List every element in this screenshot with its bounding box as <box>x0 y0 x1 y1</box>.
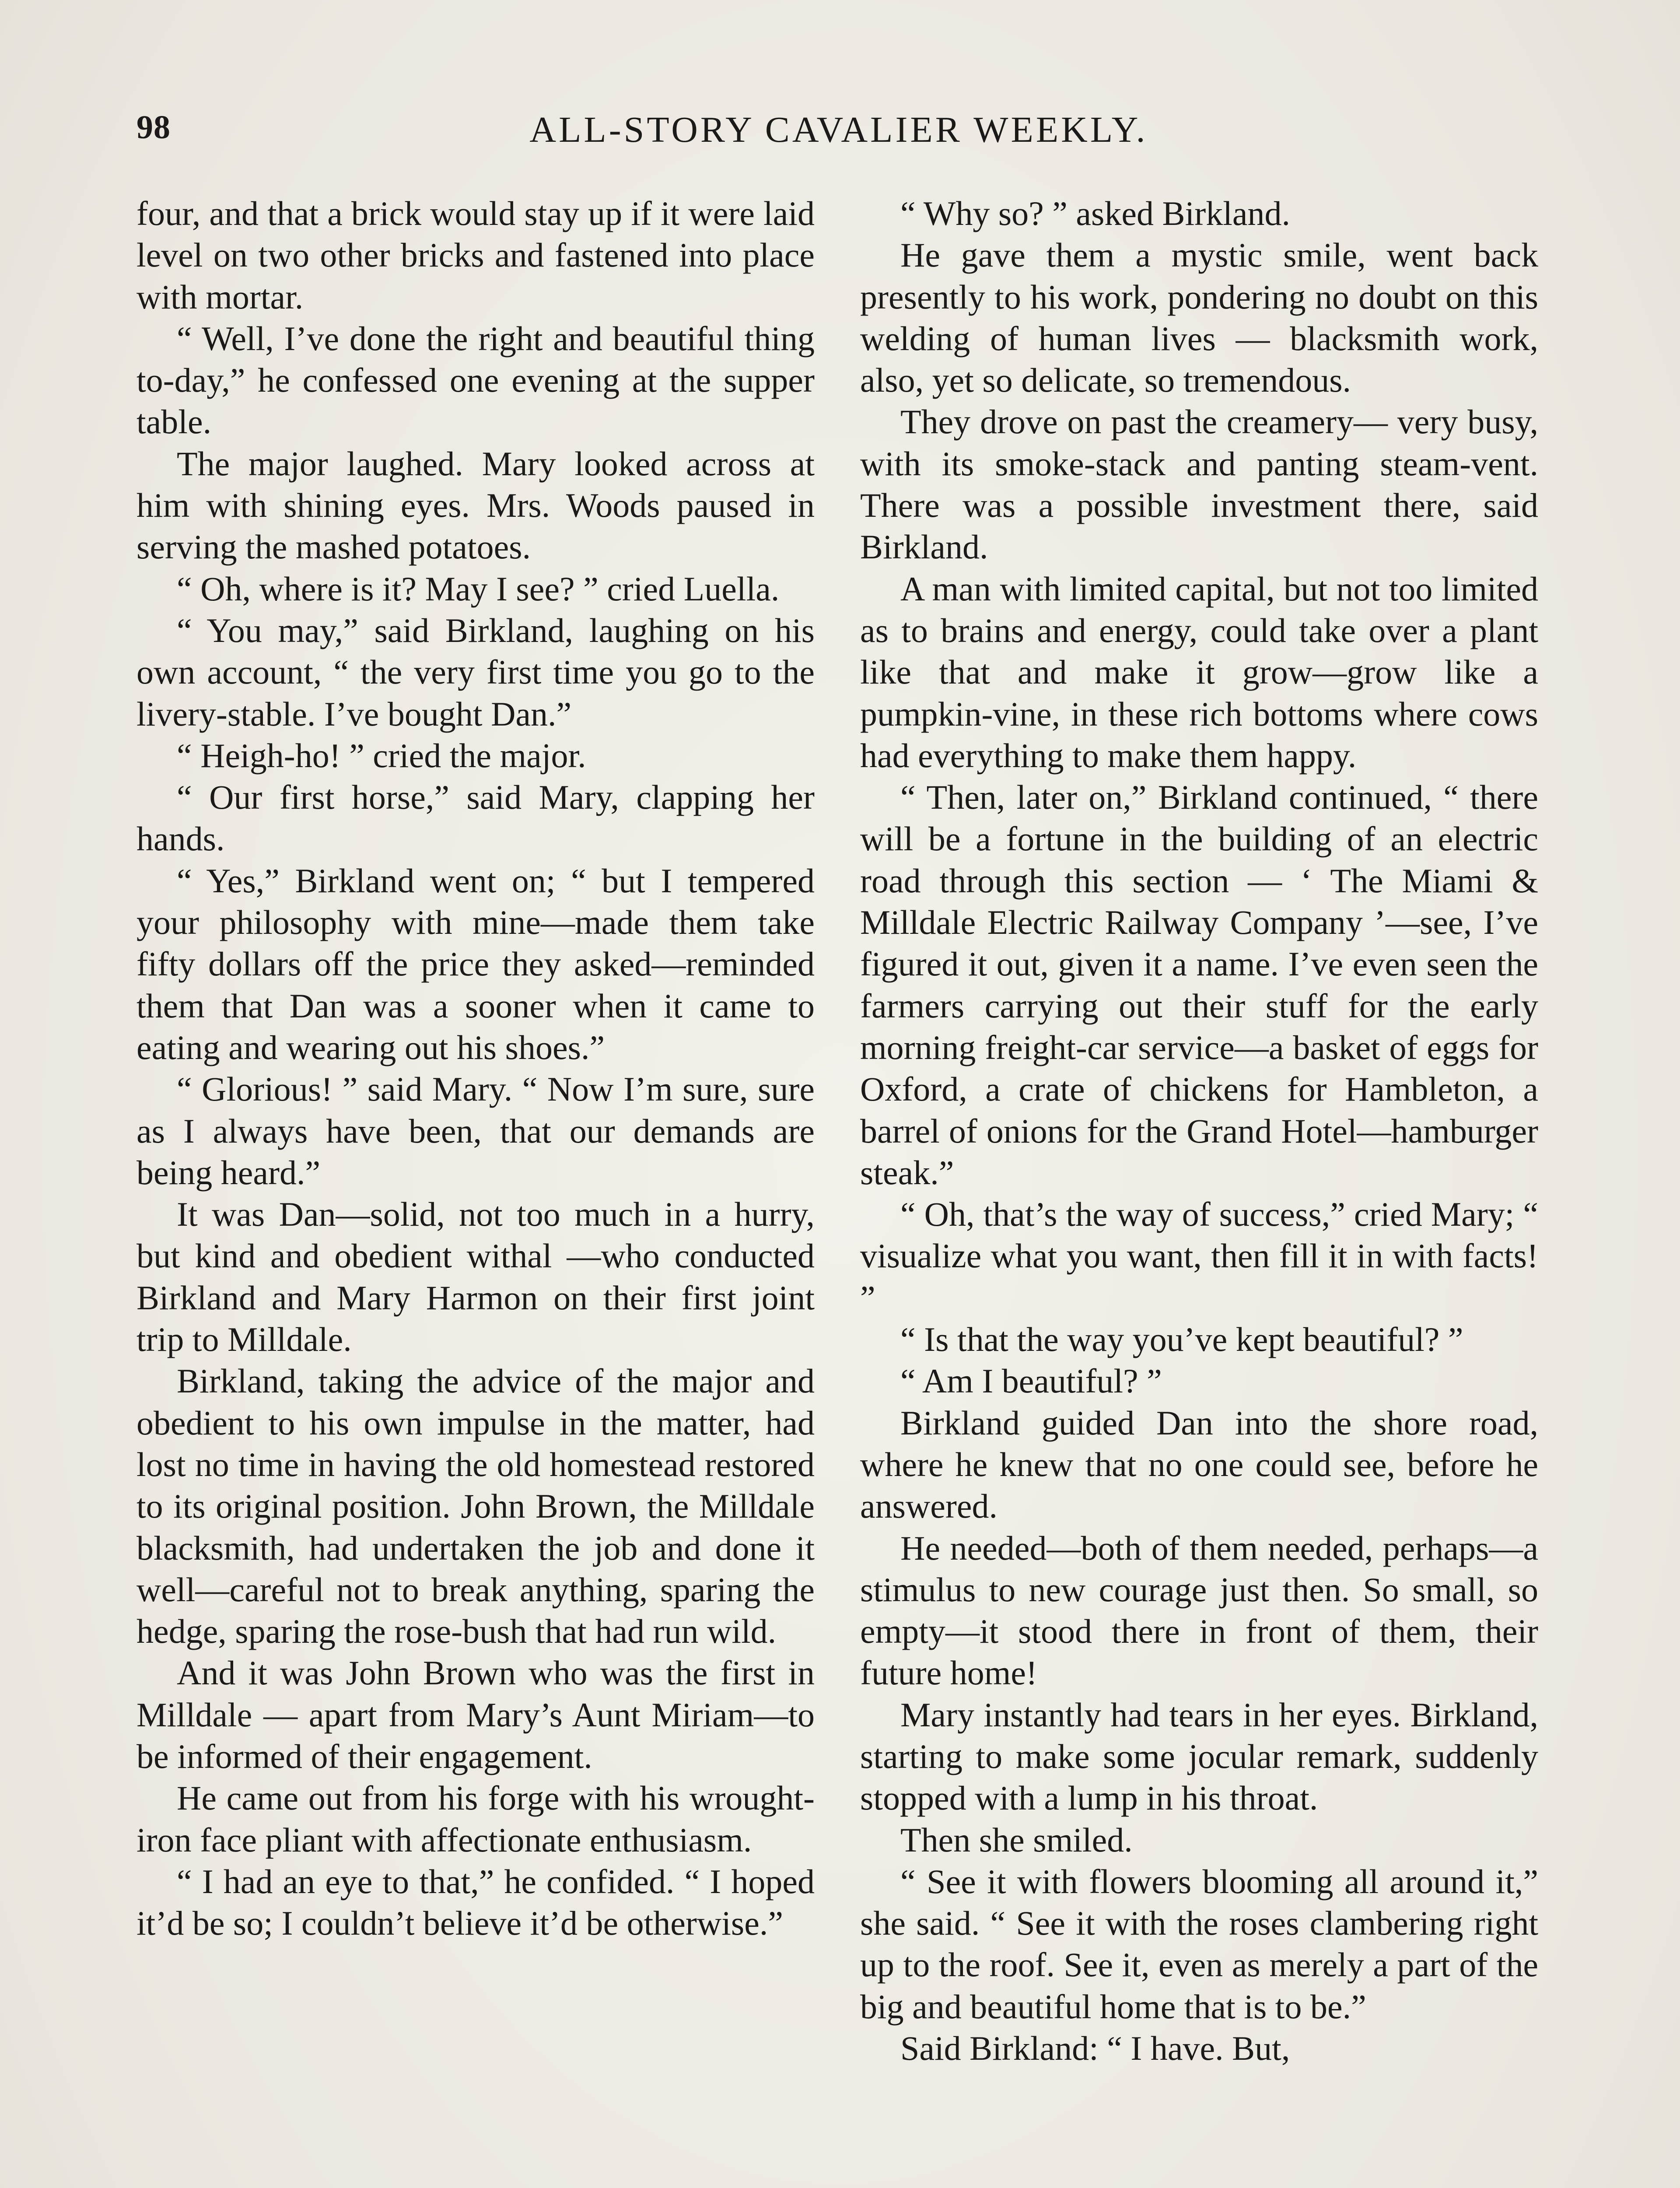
paragraph: “ Is that the way you’ve kept beautiful? ” <box>900 1320 1463 1359</box>
paragraph: Birkland guided Dan into the shore road, where he knew that no one could see, before he answered. <box>860 1403 1538 1525</box>
paragraph: Birkland, taking the advice of the major and obedient to his own impulse in the matter, had lost no time in having the old homestead restored to its original position. John Brown, the Milldale blacksmith, had undertaken the job and done it well—careful not to break anything, sparing the hedge, sparing the rose-bush that had run wild. <box>136 1362 815 1651</box>
paragraph: The major laughed. Mary looked across at him with shining eyes. Mrs. Woods paused in serving the mashed potatoes. <box>136 444 815 566</box>
page-header <box>136 104 1541 152</box>
paragraph: “ Oh, that’s the way of success,” cried Mary; “ visualize what you want, then fill it in with facts! ” <box>860 1195 1538 1317</box>
right-text-column <box>860 193 1538 2069</box>
paragraph: It was Dan—solid, not too much in a hurry, but kind and obedient withal —who conducted Birkland and Mary Harmon on their first joint trip to Milldale. <box>136 1195 815 1359</box>
paragraph: “ Am I beautiful? ” <box>900 1362 1162 1400</box>
paragraph: “ Our first horse,” said Mary, clapping her hands. <box>136 778 815 858</box>
paragraph: He gave them a mystic smile, went back presently to his work, pondering no doubt on this welding of human lives — blacksmith work, also, yet so delicate, so tremendous. <box>860 236 1538 400</box>
paragraph: And it was John Brown who was the first in Milldale — apart from Mary’s Aunt Miriam—to be informed of their engagement. <box>136 1654 815 1775</box>
paragraph: “ Why so? ” asked Birkland. <box>900 194 1290 232</box>
paragraph: four, and that a brick would stay up if it were laid level on two other bricks and fastened into place with mortar. <box>136 194 815 316</box>
paragraph: “ You may,” said Birkland, laughing on his own account, “ the very first time you go to the livery-stable. I’ve bought Dan.” <box>136 611 815 733</box>
page-number: 98 <box>136 109 171 146</box>
paragraph: “ Oh, where is it? May I see? ” cried Luella. <box>177 569 780 608</box>
paragraph: “ Yes,” Birkland went on; “ but I tempered your philosophy with mine—made them take fifty dollars off the price they asked—reminded them that Dan was a sooner when it came to eating and wearing out his shoes.” <box>136 861 815 1066</box>
paragraph: He needed—both of them needed, perhaps—a stimulus to new courage just then. So small, so empty—it stood there in front of them, their future home! <box>860 1529 1538 1692</box>
paragraph: A man with limited capital, but not too limited as to brains and energy, could take over a plant like that and make it grow—grow like a pumpkin-vine, in these rich bottoms where cows had everything to make them happy. <box>860 569 1538 775</box>
paragraph: Mary instantly had tears in her eyes. Birkland, starting to make some jocular remark, suddenly stopped with a lump in his throat. <box>860 1695 1538 1817</box>
running-title: ALL-STORY CAVALIER WEEKLY. <box>529 109 1148 150</box>
paragraph: “ Heigh-ho! ” cried the major. <box>177 736 586 775</box>
paragraph: “ I had an eye to that,” he confided. “ I hoped it’d be so; I couldn’t believe it’d be otherwise.” <box>136 1862 815 1943</box>
paragraph: They drove on past the creamery— very busy, with its smoke-stack and panting steam-vent. There was a possible investment there, said Birkland. <box>860 403 1538 566</box>
paragraph: “ Then, later on,” Birkland continued, “ there will be a fortune in the building of an electric road through this section — ‘ The Miami & Milldale Electric Railway Company ’—see, I’ve figured it out, given it a name. I’ve even seen the farmers carrying out their stuff for the early morning freight-car service—a basket of eggs for Oxford, a crate of chickens for Hambleton, a barrel of onions for the Grand Hotel—hamburger steak.” <box>860 778 1538 1192</box>
paragraph: “ Glorious! ” said Mary. “ Now I’m sure, sure as I always have been, that our demands are being heard.” <box>136 1070 815 1192</box>
paragraph: “ See it with flowers blooming all around it,” she said. “ See it with the roses clambering right up to the roof. See it, even as merely a part of the big and beautiful home that is to be.” <box>860 1862 1538 2026</box>
left-text-column <box>136 193 815 1944</box>
paragraph: Said Birkland: “ I have. But, <box>900 2029 1290 2068</box>
paragraph: Then she smiled. <box>900 1820 1133 1859</box>
paragraph: “ Well, I’ve done the right and beautiful thing to-day,” he confessed one evening at the supper table. <box>136 319 815 441</box>
paragraph: He came out from his forge with his wrought-iron face pliant with affectionate enthusiasm. <box>136 1779 815 1859</box>
